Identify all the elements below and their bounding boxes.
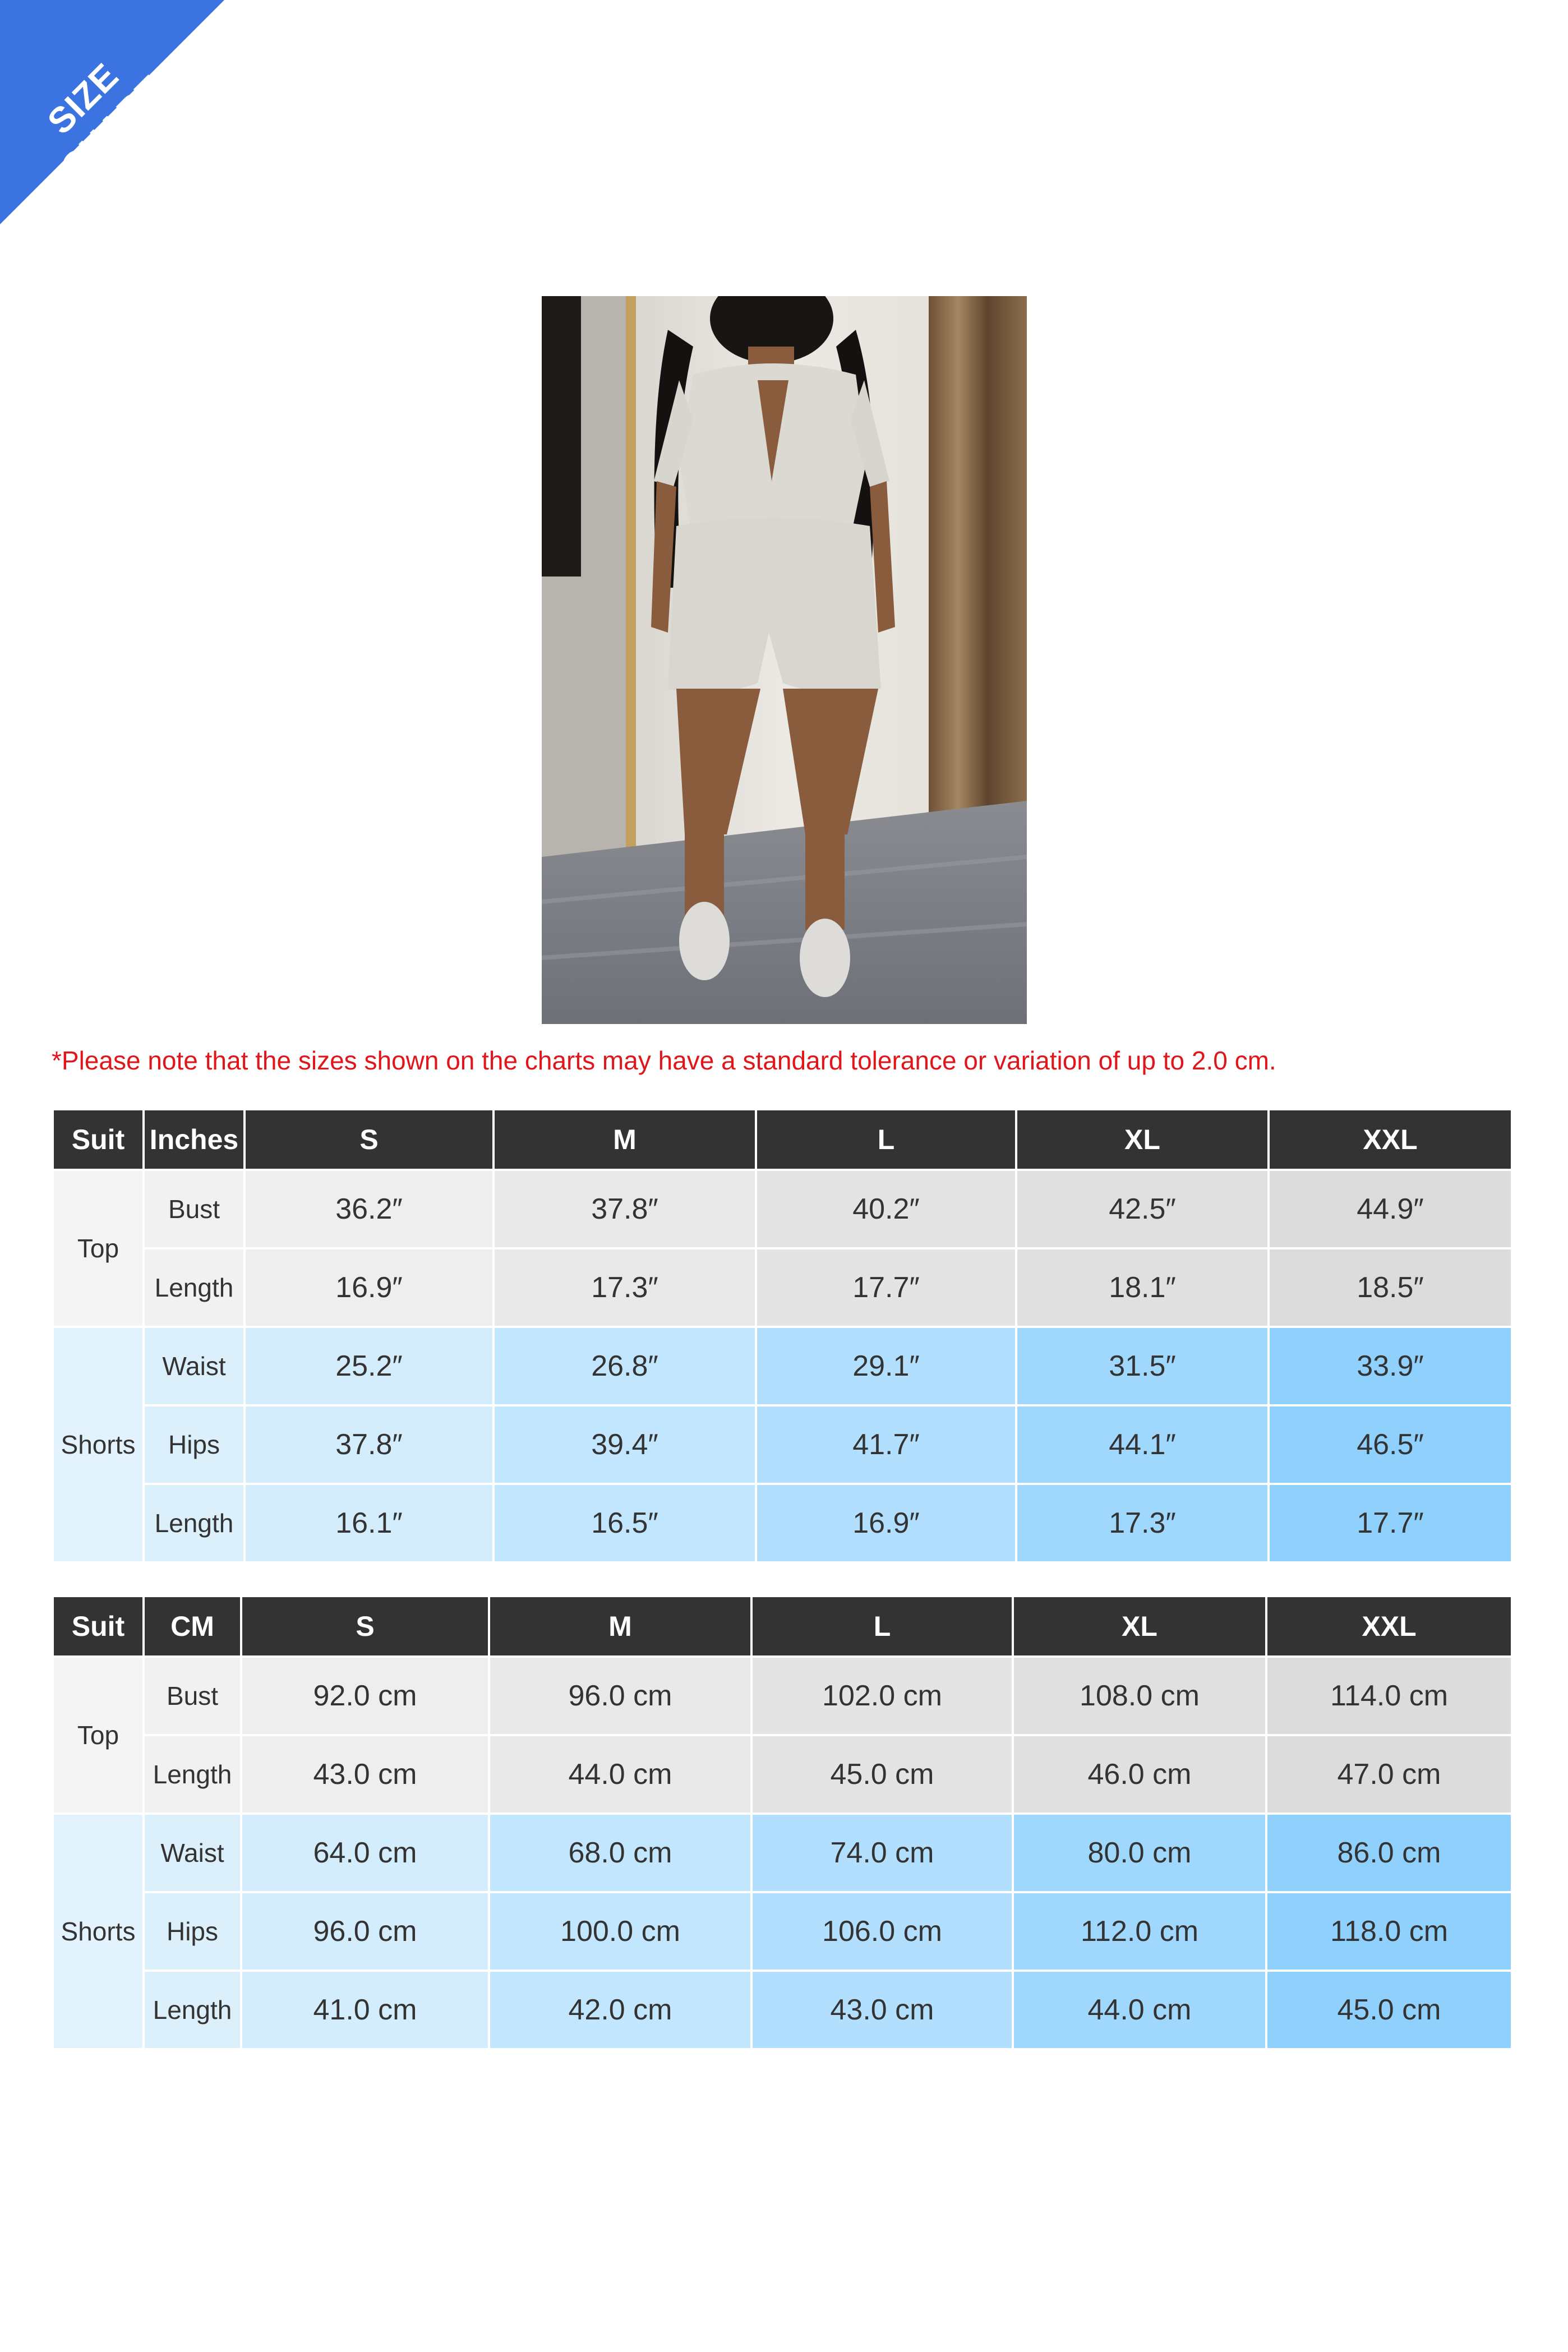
table-row bbox=[54, 1972, 1511, 2048]
header-size-xxl: XXL bbox=[1267, 1597, 1511, 1655]
header-size-l: L bbox=[753, 1597, 1012, 1655]
table-cell: 16.9″ bbox=[757, 1485, 1015, 1561]
product-photo bbox=[542, 296, 1027, 1024]
table-cell: 26.8″ bbox=[495, 1328, 755, 1404]
header-size-m: M bbox=[490, 1597, 750, 1655]
table-cell: 86.0 cm bbox=[1267, 1815, 1511, 1891]
header-size-l: L bbox=[757, 1110, 1015, 1169]
table-cell: 39.4″ bbox=[495, 1406, 755, 1483]
header-suit: Suit bbox=[54, 1597, 142, 1655]
table-cell: 42.5″ bbox=[1017, 1171, 1267, 1247]
table-row bbox=[54, 1249, 1511, 1326]
table-cell: 17.3″ bbox=[1017, 1485, 1267, 1561]
table-cell: 16.5″ bbox=[495, 1485, 755, 1561]
table-cell: 42.0 cm bbox=[490, 1972, 750, 2048]
size-table-cm bbox=[52, 1595, 1513, 2050]
header-size-m: M bbox=[495, 1110, 755, 1169]
table-cell: 100.0 cm bbox=[490, 1893, 750, 1970]
table-cell: 37.8″ bbox=[246, 1406, 492, 1483]
size-table-inches bbox=[52, 1108, 1513, 1564]
header-size-xl: XL bbox=[1014, 1597, 1265, 1655]
table-row bbox=[54, 1815, 1511, 1891]
header-size-s: S bbox=[242, 1597, 488, 1655]
group-label-top: Top bbox=[54, 1171, 142, 1326]
table-cell: 17.7″ bbox=[757, 1249, 1015, 1326]
table-cell: 16.1″ bbox=[246, 1485, 492, 1561]
table-cell: 45.0 cm bbox=[1267, 1972, 1511, 2048]
group-label-top: Top bbox=[54, 1658, 142, 1813]
table-cell: 43.0 cm bbox=[753, 1972, 1012, 2048]
table-cell: 108.0 cm bbox=[1014, 1658, 1265, 1734]
table-cell: 44.0 cm bbox=[1014, 1972, 1265, 2048]
table-row bbox=[54, 1893, 1511, 1970]
table-cell: 43.0 cm bbox=[242, 1736, 488, 1813]
size-chart-ribbon bbox=[0, 0, 224, 224]
table-cell: 25.2″ bbox=[246, 1328, 492, 1404]
table-cell: 64.0 cm bbox=[242, 1815, 488, 1891]
group-label-shorts: Shorts bbox=[54, 1815, 142, 2048]
row-label: Bust bbox=[145, 1658, 240, 1734]
table-cell: 29.1″ bbox=[757, 1328, 1015, 1404]
header-size-s: S bbox=[246, 1110, 492, 1169]
table-cell: 40.2″ bbox=[757, 1171, 1015, 1247]
row-label: Hips bbox=[145, 1406, 243, 1483]
table-cell: 118.0 cm bbox=[1267, 1893, 1511, 1970]
table-row bbox=[54, 1328, 1511, 1404]
table-cell: 41.7″ bbox=[757, 1406, 1015, 1483]
header-size-xxl: XXL bbox=[1270, 1110, 1511, 1169]
table-cell: 31.5″ bbox=[1017, 1328, 1267, 1404]
table-cell: 17.7″ bbox=[1270, 1485, 1511, 1561]
table-cell: 18.1″ bbox=[1017, 1249, 1267, 1326]
table-cell: 112.0 cm bbox=[1014, 1893, 1265, 1970]
table-cell: 37.8″ bbox=[495, 1171, 755, 1247]
table-cell: 44.9″ bbox=[1270, 1171, 1511, 1247]
table-cell: 46.0 cm bbox=[1014, 1736, 1265, 1813]
table-cell: 114.0 cm bbox=[1267, 1658, 1511, 1734]
header-unit: CM bbox=[145, 1597, 240, 1655]
row-label: Waist bbox=[145, 1815, 240, 1891]
tolerance-note: *Please note that the sizes shown on the charts may have a standard tolerance or variation of up to 2.0 cm. bbox=[52, 1046, 1276, 1075]
table-cell: 102.0 cm bbox=[753, 1658, 1012, 1734]
row-label: Hips bbox=[145, 1893, 240, 1970]
table-cell: 44.1″ bbox=[1017, 1406, 1267, 1483]
table-cell: 96.0 cm bbox=[242, 1893, 488, 1970]
ribbon-label: SIZE CHART bbox=[39, 55, 172, 188]
row-label: Length bbox=[145, 1736, 240, 1813]
row-label: Length bbox=[145, 1249, 243, 1326]
table-row bbox=[54, 1736, 1511, 1813]
row-label: Bust bbox=[145, 1171, 243, 1247]
table-cell: 46.5″ bbox=[1270, 1406, 1511, 1483]
table-cell: 80.0 cm bbox=[1014, 1815, 1265, 1891]
product-photo-illustration bbox=[542, 296, 1027, 1024]
table-cell: 17.3″ bbox=[495, 1249, 755, 1326]
table-header-row bbox=[54, 1597, 1511, 1655]
table-cell: 96.0 cm bbox=[490, 1658, 750, 1734]
row-label: Waist bbox=[145, 1328, 243, 1404]
header-suit: Suit bbox=[54, 1110, 142, 1169]
table-row bbox=[54, 1485, 1511, 1561]
table-cell: 16.9″ bbox=[246, 1249, 492, 1326]
table-cell: 74.0 cm bbox=[753, 1815, 1012, 1891]
group-label-shorts: Shorts bbox=[54, 1328, 142, 1561]
table-cell: 106.0 cm bbox=[753, 1893, 1012, 1970]
table-row bbox=[54, 1171, 1511, 1247]
table-row bbox=[54, 1406, 1511, 1483]
table-row bbox=[54, 1658, 1511, 1734]
table-cell: 18.5″ bbox=[1270, 1249, 1511, 1326]
header-size-xl: XL bbox=[1017, 1110, 1267, 1169]
table-cell: 68.0 cm bbox=[490, 1815, 750, 1891]
header-unit: Inches bbox=[145, 1110, 243, 1169]
table-header-row bbox=[54, 1110, 1511, 1169]
row-label: Length bbox=[145, 1485, 243, 1561]
row-label: Length bbox=[145, 1972, 240, 2048]
table-cell: 92.0 cm bbox=[242, 1658, 488, 1734]
table-cell: 44.0 cm bbox=[490, 1736, 750, 1813]
table-cell: 41.0 cm bbox=[242, 1972, 488, 2048]
table-cell: 45.0 cm bbox=[753, 1736, 1012, 1813]
table-cell: 33.9″ bbox=[1270, 1328, 1511, 1404]
table-cell: 36.2″ bbox=[246, 1171, 492, 1247]
table-cell: 47.0 cm bbox=[1267, 1736, 1511, 1813]
